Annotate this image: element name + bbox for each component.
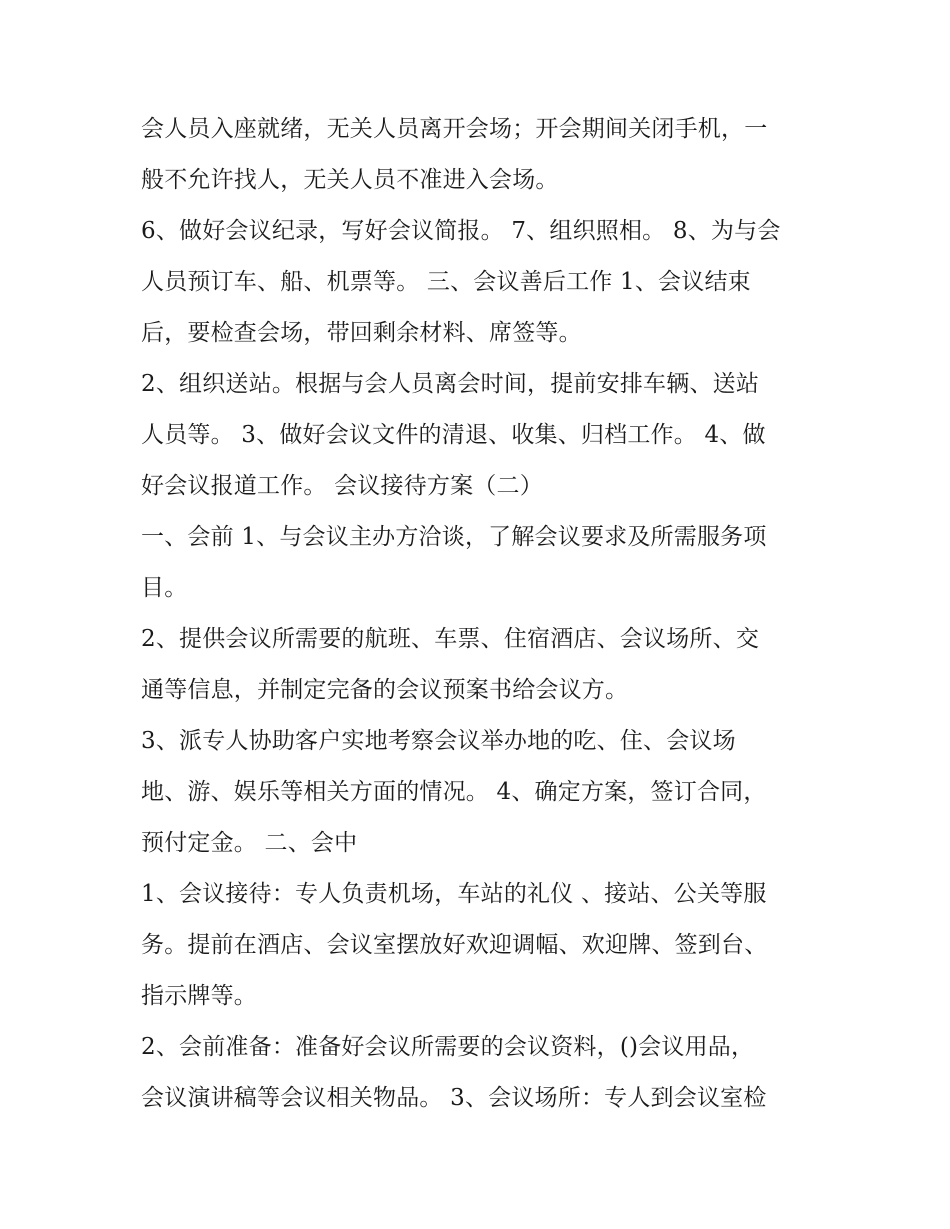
text-line: 2、组织送站。根据与会人员离会时间，提前安排车辆、送站 [141,371,760,397]
text-line: 一、会前 1、与会议主办方洽谈，了解会议要求及所需服务项 [141,524,767,550]
text-line: 后，要检查会场，带回剩余材料、席签等。 [141,320,582,346]
text-line: 2、提供会议所需要的航班、车票、住宿酒店、会议场所、交 [141,626,760,652]
text-line: 3、派专人协助客户实地考察会议举办地的吃、住、会议场 [141,728,736,754]
text-line: 通等信息，并制定完备的会议预案书给会议方。 [141,677,629,703]
text-line: 人员预订车、船、机票等。 三、会议善后工作 1、会议结束 [141,269,751,295]
text-line: 预付定金。 二、会中 [141,830,358,856]
text-line: 会人员入座就绪，无关人员离开会场；开会期间关闭手机，一 [141,116,768,142]
text-line: 务。提前在酒店、会议室摆放好欢迎调幅、欢迎牌、签到台、 [141,932,768,958]
text-line: 会议演讲稿等会议相关物品。 3、会议场所：专人到会议室检 [141,1085,767,1111]
text-line: 2、会前准备：准备好会议所需要的会议资料，()会议用品， [141,1034,755,1060]
text-line: 指示牌等。 [141,983,257,1009]
text-line: 1、会议接待：专人负责机场，车站的礼仪 、接站、公关等服 [141,881,767,907]
text-line: 目。 [141,575,188,601]
body-text [141,104,821,1124]
text-line: 6、做好会议纪录，写好会议简报。 7、组织照相。 8、为与会 [141,218,781,244]
text-line: 好会议报道工作。 会议接待方案（二） [141,473,543,499]
text-line: 地、游、娱乐等相关方面的情况。 4、确定方案，签订合同， [141,779,767,805]
text-line: 般不允许找人，无关人员不准进入会场。 [141,167,559,193]
text-line: 人员等。 3、做好会议文件的清退、收集、归档工作。 4、做 [141,422,766,448]
